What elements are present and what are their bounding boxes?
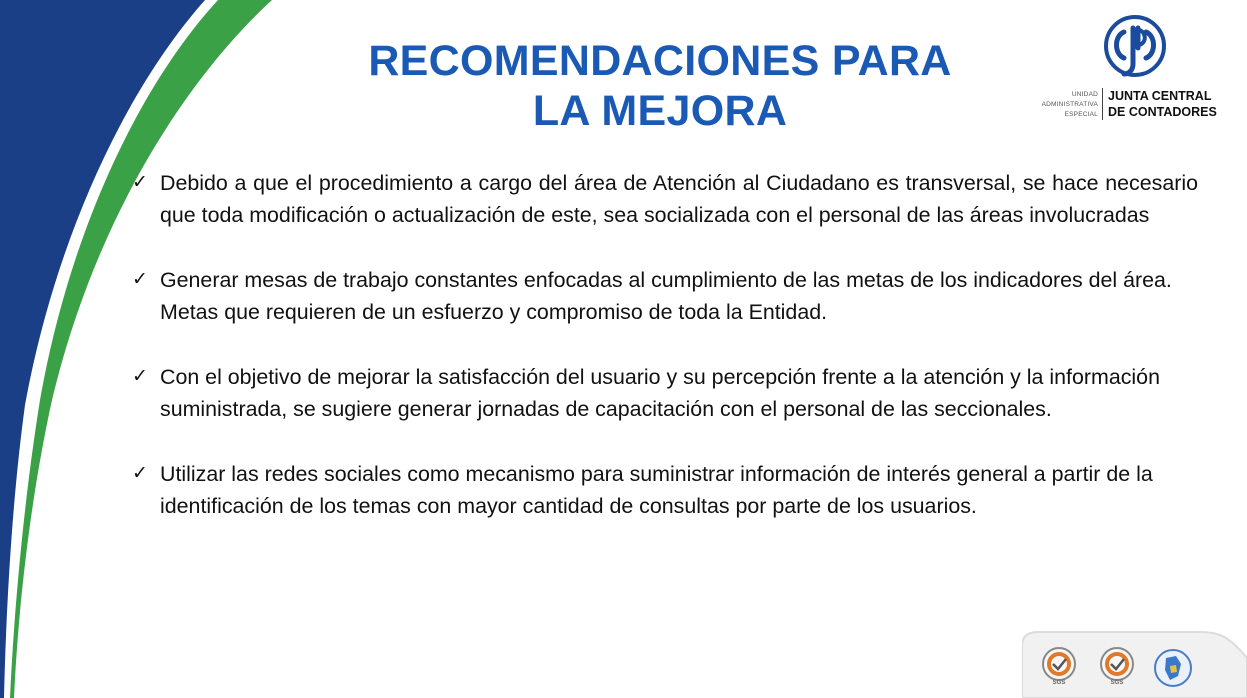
sgs-label: SGS <box>1110 680 1124 686</box>
list-item-text: Con el objetivo de mejorar la satisfacción del usuario y su percepción frente a la atención y la información suministrada, se sugiere generar jornadas de capacitación con el personal de las seccionales. <box>160 365 1160 421</box>
list-item <box>130 362 1198 425</box>
checkmark-icon: ✓ <box>132 365 148 387</box>
slide-title <box>300 36 1020 136</box>
logo-unit-line-1: UNIDAD <box>1071 91 1098 98</box>
logo-unit-label <box>1032 90 1098 120</box>
logo-name-line-1: JUNTA CENTRAL <box>1108 89 1212 103</box>
sgs-certification-badge-1 <box>1036 646 1082 694</box>
sgs-seal-icon <box>1094 646 1140 682</box>
jcc-emblem-icon <box>1102 14 1168 82</box>
list-item <box>130 168 1198 231</box>
list-item-text: Utilizar las redes sociales como mecanismo para suministrar información de interés general a partir de la identificación de los temas con mayor cantidad de consultas por parte de los usuarios. <box>160 462 1153 518</box>
recommendations-list <box>130 168 1198 556</box>
logo-divider <box>1102 88 1103 120</box>
logo-unit-line-2: ADMINISTRATIVA <box>1041 101 1098 108</box>
sgs-label: SGS <box>1052 680 1066 686</box>
slide-title-line-2: LA MEJORA <box>532 87 788 135</box>
logo-name <box>1108 88 1217 120</box>
sgs-seal-icon <box>1036 646 1082 682</box>
list-item <box>130 459 1198 522</box>
logo-name-line-2: DE CONTADORES <box>1108 105 1217 119</box>
certification-badges <box>1022 628 1247 698</box>
jcc-logo <box>1032 14 1237 124</box>
list-item-text: Generar mesas de trabajo constantes enfocadas al cumplimiento de las metas de los indicadores del área. Metas que requieren de un esfuerzo y compromiso de toda la Entidad. <box>160 268 1172 324</box>
colombia-seal-icon <box>1150 646 1196 694</box>
colombia-seal-badge <box>1150 646 1196 694</box>
slide-title-line-1: RECOMENDACIONES PARA <box>368 37 952 85</box>
logo-unit-line-3: ESPECIAL <box>1064 111 1098 118</box>
list-item <box>130 265 1198 328</box>
checkmark-icon: ✓ <box>132 462 148 484</box>
list-item-text: Debido a que el procedimiento a cargo del área de Atención al Ciudadano es transversal, se hace necesario que toda modificación o actualización de este, sea socializada con el personal de las áreas involucradas <box>160 171 1198 227</box>
checkmark-icon: ✓ <box>132 268 148 290</box>
sgs-certification-badge-2 <box>1094 646 1140 694</box>
checkmark-icon: ✓ <box>132 171 148 193</box>
